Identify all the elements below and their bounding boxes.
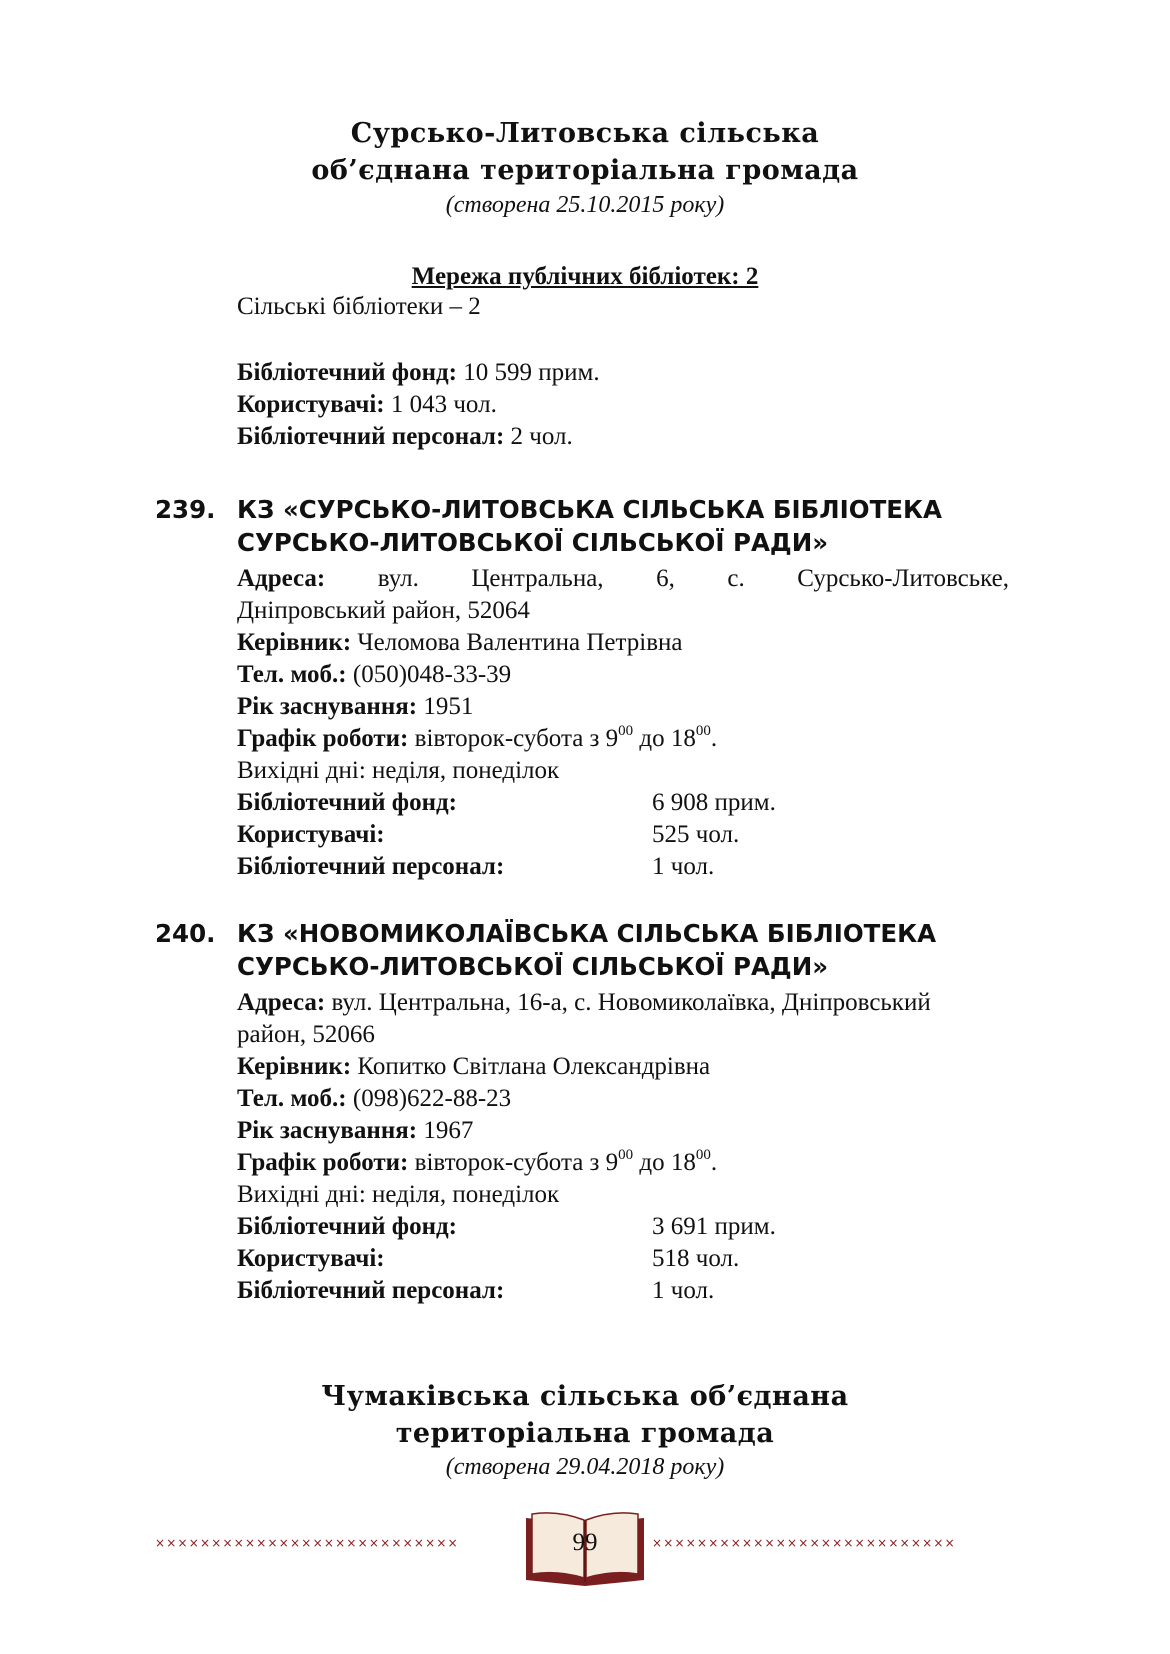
- footer-ornament-left: ×××××××××××××××××××××××××××: [155, 1536, 459, 1550]
- entry-users-label: [237, 819, 385, 851]
- network-heading: [0, 261, 1170, 293]
- head-value: Копитко Світлана Олександрівна: [351, 1053, 711, 1080]
- entry-title-line1: КЗ «СУРСЬКО-ЛИТОВСЬКА СІЛЬСЬКА БІБЛІОТЕКА: [237, 495, 943, 524]
- entry-staff-value: 1 чол.: [652, 1277, 715, 1304]
- hub-staff: [237, 421, 573, 453]
- schedule-text: вівторок-субота з 9: [408, 1149, 619, 1176]
- founded-value: 1951: [417, 693, 474, 720]
- phone-value: (098)622-88-23: [346, 1085, 512, 1112]
- schedule-text: вівторок-субота з 9: [408, 725, 619, 752]
- entry-phone: [237, 1083, 511, 1115]
- address-word: Сурсько-Литовське,: [797, 565, 1009, 592]
- entry-head: [237, 1051, 710, 1083]
- hub-created-date: (створена 25.10.2015 року): [445, 192, 725, 218]
- network-rural: Сільські бібліотеки – 2: [237, 293, 481, 320]
- schedule-label: Графік роботи:: [237, 725, 409, 752]
- entry-founded: [237, 691, 473, 723]
- entry-phone: [237, 659, 511, 691]
- entry-staff-label: [237, 1275, 504, 1307]
- founded-label: Рік заснування:: [237, 1117, 418, 1144]
- address-label: Адреса:: [237, 565, 326, 592]
- head-value: Челомова Валентина Петрівна: [351, 629, 683, 656]
- entry-title-line2: СУРСЬКО-ЛИТОВСЬКОЇ СІЛЬСЬКОЇ РАДИ»: [237, 528, 829, 557]
- address-value: вул. Центральна, 16-а, с. Новомиколаївка, Дніпровський: [325, 989, 931, 1016]
- address-label: Адреса:: [237, 989, 326, 1016]
- hub-staff-value: 2 чол.: [504, 423, 573, 450]
- head-label: Керівник:: [237, 1053, 352, 1080]
- entry-fund-label: [237, 1211, 457, 1243]
- network-heading-text: Мережа публічних бібліотек: 2: [411, 263, 759, 290]
- hub-staff-label: Бібліотечний персонал:: [237, 423, 505, 450]
- hub-fund-value: 10 599 прим.: [456, 359, 600, 386]
- phone-label: Тел. моб.:: [237, 1085, 347, 1112]
- schedule-sup: 00: [618, 1146, 634, 1163]
- entry-users-label: [237, 1243, 385, 1275]
- entry-fund-value: 6 908 прим.: [652, 789, 776, 816]
- entry-days-off: Вихідні дні: неділя, понеділок: [237, 1181, 560, 1208]
- fund-label: Бібліотечний фонд:: [237, 789, 457, 816]
- users-label: Користувачі:: [237, 821, 385, 848]
- schedule-text: .: [710, 725, 718, 752]
- head-label: Керівник:: [237, 629, 352, 656]
- phone-value: (050)048-33-39: [346, 661, 512, 688]
- entry-users-value: 525 чол.: [652, 821, 740, 848]
- schedule-text: до 18: [633, 1149, 696, 1176]
- hub-users-value: 1 043 чол.: [384, 391, 497, 418]
- address-word: Центральна,: [471, 565, 604, 592]
- entry-number: 239.: [155, 495, 216, 524]
- hub-users: [237, 389, 497, 421]
- schedule-text: до 18: [633, 725, 696, 752]
- address-word: с.: [727, 565, 745, 592]
- entry-users-value: 518 чол.: [652, 1245, 740, 1272]
- footer-ornament-right: ×××××××××××××××××××××××××××: [652, 1536, 956, 1550]
- entry-schedule: [237, 723, 717, 755]
- founded-label: Рік заснування:: [237, 693, 418, 720]
- entry-days-off: Вихідні дні: неділя, понеділок: [237, 757, 560, 784]
- address-word: 6,: [656, 565, 675, 592]
- schedule-sup: 00: [618, 722, 634, 739]
- schedule-sup: 00: [695, 1146, 711, 1163]
- fund-label: Бібліотечний фонд:: [237, 1213, 457, 1240]
- hub-title-line2: об’єднана територіальна громада: [311, 155, 859, 186]
- address-word: вул.: [377, 565, 419, 592]
- hub-title-line2: територіальна громада: [395, 1418, 775, 1449]
- hub-title-line1: Сурсько-Литовська сільська: [350, 118, 820, 149]
- entry-address: [237, 563, 1009, 595]
- entry-fund-label: [237, 787, 457, 819]
- entry-title-line2: СУРСЬКО-ЛИТОВСЬКОЇ СІЛЬСЬКОЇ РАДИ»: [237, 952, 829, 981]
- staff-label: Бібліотечний персонал:: [237, 1277, 505, 1304]
- users-label: Користувачі:: [237, 1245, 385, 1272]
- founded-value: 1967: [417, 1117, 474, 1144]
- entry-fund-value: 3 691 прим.: [652, 1213, 776, 1240]
- schedule-text: .: [710, 1149, 718, 1176]
- entry-founded: [237, 1115, 473, 1147]
- entry-head: [237, 627, 682, 659]
- hub-created-date: (створена 29.04.2018 року): [445, 1454, 725, 1480]
- hub-fund: [237, 357, 600, 389]
- entry-number: 240.: [155, 919, 216, 948]
- schedule-sup: 00: [695, 722, 711, 739]
- entry-address-line2: район, 52066: [237, 1021, 375, 1048]
- staff-label: Бібліотечний персонал:: [237, 853, 505, 880]
- page-number: 99: [572, 1529, 598, 1556]
- entry-schedule: [237, 1147, 717, 1179]
- hub-users-label: Користувачі:: [237, 391, 385, 418]
- entry-staff-value: 1 чол.: [652, 853, 715, 880]
- phone-label: Тел. моб.:: [237, 661, 347, 688]
- entry-address-line2: Дніпровський район, 52064: [237, 597, 530, 624]
- entry-address: [237, 987, 931, 1019]
- hub-fund-label: Бібліотечний фонд:: [237, 359, 457, 386]
- hub-title-line1: Чумаківська сільська об’єднана: [321, 1381, 849, 1412]
- schedule-label: Графік роботи:: [237, 1149, 409, 1176]
- entry-title-line1: КЗ «НОВОМИКОЛАЇВСЬКА СІЛЬСЬКА БІБЛІОТЕКА: [237, 919, 937, 948]
- entry-staff-label: [237, 851, 504, 883]
